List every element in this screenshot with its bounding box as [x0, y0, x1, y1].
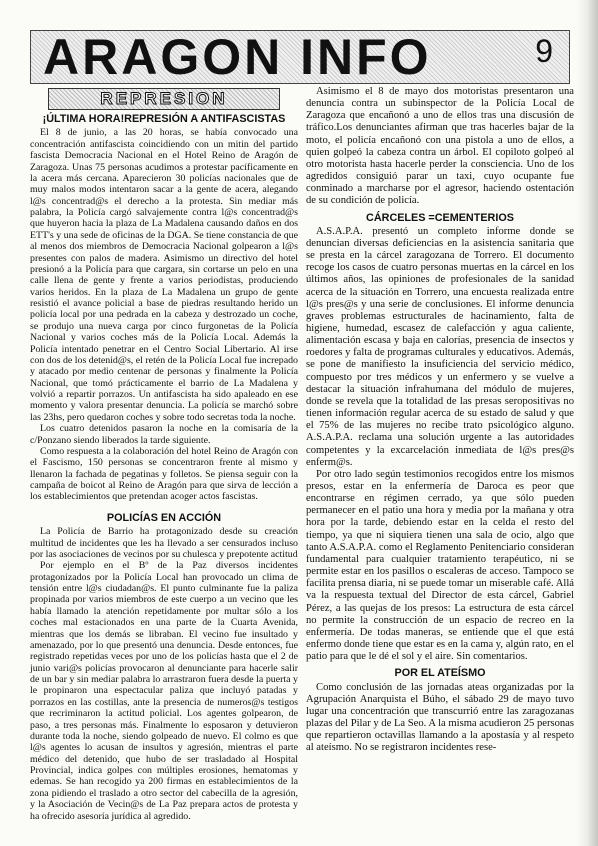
article-paragraph: Por otro lado según testimonios recogidos entre los mismos presos, estar en la enfermería de Daroca es peor que encontrarse en régimen cerrado, ya que sólo pueden permanecer en el patio una hora y media por la mañana y otra hora por la tarde, debiendo estar en la celda el resto del tiempo, ya que ni siquiera tienen una sala de ocio, algo que tanto A.S.A.P.A. como el Reglamento Penitenciario consideran fundamental para cualquier tratamiento terapéutico, ni se permite estar en los pasillos o escaleras de acceso. Tampoco se facilita prensa diaria, ni se puede tomar un miserable café. Allá va la respuesta textual del Director de esta cárcel, Gabriel Pérez, a las quejas de los presos: La estructura de esta cárcel no permite la construcción de un espacio de recreo en la enfermería. De todas maneras, se entiende que el que está enfermo donde tiene que estar es en la cama y, algún rato, en el patio para que le dé el sol y el aire. Sin comentarios. [306, 468, 574, 663]
article-paragraph: Como respuesta a la colaboración del hotel Reino de Aragón con el Fascismo, 150 personas se concentraron frente al mismo y llenaron la fachada de pegatinas y folletos. Se piensa seguir con la campaña de boicot al Reino de Aragón para que sirva de lección a los establecimientos que pretendan acoger actos fascistas. [30, 445, 298, 503]
article-paragraph: Asimismo el 8 de mayo dos motoristas presentaron una denuncia contra un subinspector de la Policía Local de Zaragoza que encañonó a uno de ellos tras una discusión de tráfico.Los denunciantes afirman que tras hacerles bajar de la moto, el policía encañonó con una pistola a uno de ellos, a quien golpeó la cabeza contra un árbol. El copiloto golpeó al otro motorista hasta hacerle perder la consciencia. Uno de los agredidos consiguió parar un taxi, cuyo ocupante fue conminado a marcharse por el agresor, haciendo ostentación de su condición de policía. [306, 86, 574, 207]
article-paragraph: Por ejemplo en el Bº de la Paz diversos incidentes protagonizados por la Policía Local han provocado un clima de tensión entre l@s ciudadan@s. El punto culminante fue la paliza propinada por varios miembros de este cuerpo a un vecino que les había llamado la atención repetidamente por multar sólo a los coches mal estacionados en una parte de la Cuarta Avenida, mientras que los demás se libraban. El vecino fue insultado y amenazado, por lo que presentó una denuncia. Desde entonces, fue registrado repetidas veces por uno de los policías hasta que el 2 de junio vari@s policías provocaron al denunciante para hacerle salir de un bar y sin mediar palabra lo arrastraron fuera desde la puerta y le propinaron una espectacular paliza que incluyó patadas y porrazos en las costillas, ante la presencia de numeros@s testigos que recriminaron la actitud policial. Los agentes golpearon, de paso, a tres personas más. Finalmente lo esposaron y detuvieron durante toda la noche, siendo golpeado de nuevo. El colmo es que l@s agentes lo acusan de insultos y agresión, mientras el parte médico del detenido, que hubo de ser trasladado al Hospital Provincial, indica golpes con múltiples erosiones, hematomas y edemas. Se han recogido ya 200 firmas en establecimientos de la zona pidiendo el traslado a otro sector del cabecilla de la agresión, y la Asociación de Vecin@s de La Paz prepara actos de protesta y ha ofrecido asesoría jurídica al agredido. [30, 560, 298, 822]
masthead-title: ARAGON INFO [43, 29, 432, 85]
headline-policias: POLICÍAS EN ACCIÓN [106, 511, 222, 524]
article-paragraph: El 8 de junio, a las 20 horas, se había convocado una concentración antifascista coincidiendo con un mitin del partido fascista Democracia Nacional en el Hotel Reino de Aragón de Zaragoza. Unas 75 personas acudimos a protestar pacíficamente en la acera más cercana. Aparecieron 30 policías nacionales que de muy malos modos intentaron sacar a la gente de acera, alegando l@s concentrad@s el derecho a la protesta. Sin mediar más palabra, la Policía cargó salvajemente contra l@s concentrad@s que huyeron hacia la plaza de La Madalena causando daños en dos ETT's y una sede de oficinas de la DGA. Se tiene constancia de que al menos dos miembros de Democracia Nacional golpearon a l@s presentes con palos de madera. Asimismo un directivo del hotel presionó a la Policía para que cargara, sin cortarse un pelo en una calle llena de gente y frente a varios periodistas, produciendo varios heridos. En la plaza de La Madalena un grupo de gente resistió el avance policial a base de piedras resultando herido un policía local por una pedrada en la cabeza y destrozado un coche, se produjo una nueva carga por cinco furgonetas de la Policía Nacional y varios coches más de la Policía Local. Además la Policía intentado penetrar en el Centro Social Libertario. Al irse con dos de los detenid@s, el retén de la Policía Local fue increpado y atacado por medio centenar de personas y finalmente la Policía Nacional, que tomó prácticamente el barrio de La Madalena y volvió a repartir porrazos. Un antifascista ha sido apaleado en ese momento y valora presentar denuncia. La policía se marchó sobre las 23hs, pero quedaron coches y sobre todo secretas toda la noche. [30, 127, 298, 423]
left-column [30, 88, 298, 822]
article-paragraph: Como conclusión de las jornadas ateas organizadas por la Agrupación Anarquista el Búho, el sábado 29 de mayo tuvo lugar una concentración que transcurrió entre las zaragozanas plazas del Pilar y de La Seo. A la misma acudieron 25 personas que repartieron octavillas llamando a la apostasía y al respeto al ateísmo. No se registraron incidentes rese- [306, 681, 575, 754]
page-fold-shadow [576, 0, 598, 846]
masthead [30, 30, 570, 84]
article-paragraph: Los cuatro detenidos pasaron la noche en la comisaría de la c/Ponzano siendo liberados la tarde siguiente. [30, 423, 298, 446]
headline-ultima-hora: ¡ÚLTIMA HORA!REPRESIÓN A ANTIFASCISTAS [42, 113, 286, 125]
page-number: 9 [535, 33, 553, 69]
article-paragraph: La Policía de Barrio ha protagonizado desde su creación multitud de incidentes que les ha llevado a ser censurados incluso por las asociaciones de vecinos por su chulesca y prepotente actitud [30, 526, 298, 560]
right-column [306, 86, 574, 754]
headline-ateismo: POR EL ATEÍSMO [394, 667, 486, 680]
section-banner: REPRESION [48, 88, 280, 110]
article-paragraph: A.S.A.P.A. presentó un completo informe donde se denuncian diversas deficiencias en la asistencia sanitaria que se presta en la cárcel zaragozana de Torrero. El documento recoge los casos de cuatro personas muertas en la cárcel en los últimos años, las opiniones de profesionales de la sanidad acerca de la situación en Torrero, una encuesta realizada entre l@s pres@s y una serie de conclusiones. El informe denuncia graves problemas estructurales de hacinamiento, falta de higiene, humedad, escasez de calefacción y agua caliente, alimentación escasa y baja en calorías, presencia de insectos y roedores y falta de programas culturales y educativos. Además, se pone de manifiesto la insuficiencia del servicio médico, compuesto por tres médicos y un enfermero y se vuelve a destacar la situación infrahumana del módulo de mujeres, donde se revela que la totalidad de las presas seropositivas no tienen información regular acerca de su estado de salud y que el 75% de las mujeres no recibe trato psicológico alguno. A.S.A.P.A. reclama una solución urgente a las autoridades competentes y la excarcelación inmediata de l@s pres@s enferm@s. [306, 225, 574, 468]
headline-carceles: CÁRCELES =CEMENTERIOS [366, 211, 514, 224]
